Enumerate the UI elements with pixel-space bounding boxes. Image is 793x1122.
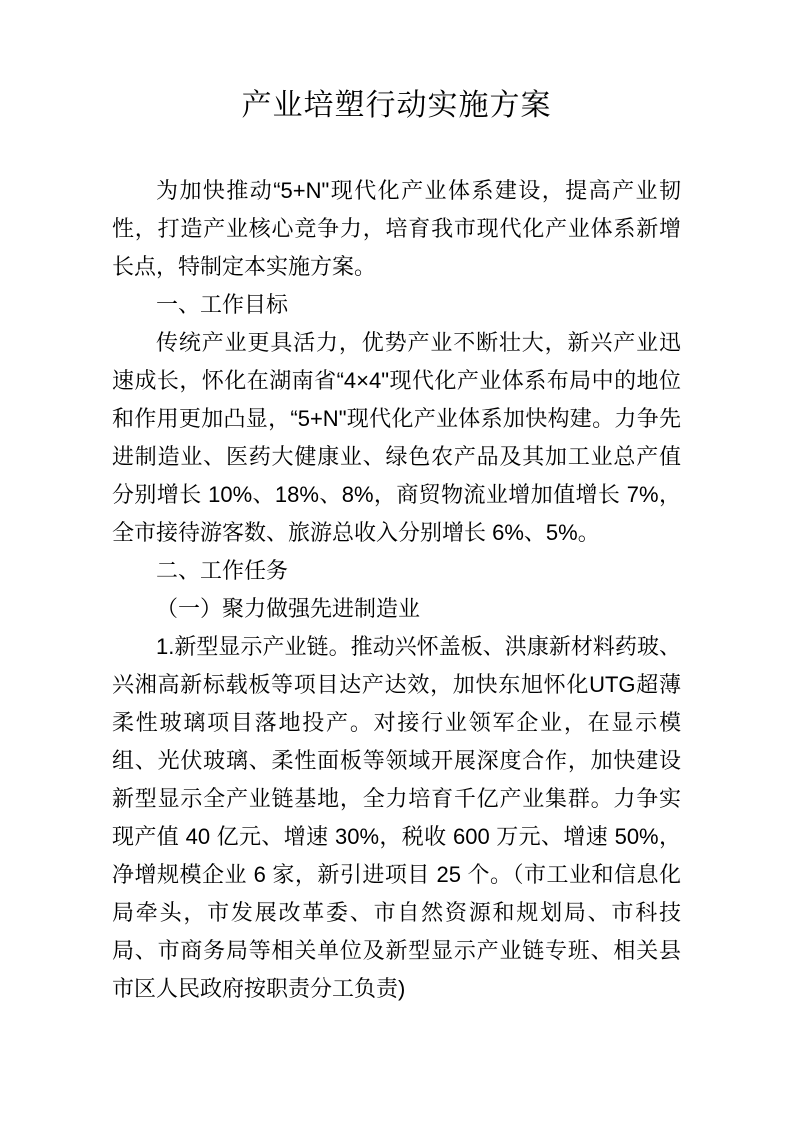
document-title: 产业培塑行动实施方案 <box>241 89 552 122</box>
heading-work-tasks: 二、工作任务 <box>156 558 289 583</box>
paragraph-display-industry-chain: 1.新型显示产业链。推动兴怀盖板、洪康新材料药玻、兴湘高新标载板等项目达产达效，加快东旭怀化UTG超薄柔性玻璃项目落地投产。对接行业领军企业，在显示模组、光伏玻璃、柔性面板等领域开展深度合作，加快建设新型显示全产业链基地，全力培育千亿产业集群。力争实现产值 40 亿元、增速 30%，税收 600 万元、增速 50%，净增规模企业 6 家，新引进项目 25 个。（市工业和信息化局牵头，市发展改革委、市自然资源和规划局、市科技局、市商务局等相关单位及新型显示产业链专班、相关县市区人民政府按职责分工负责) <box>112 634 681 1001</box>
heading-work-goals: 一、工作目标 <box>156 292 289 317</box>
paragraph-intro: 为加快推动“5+N"现代化产业体系建设，提高产业韧性，打造产业核心竞争力，培育我市现代化产业体系新增长点，特制定本实施方案。 <box>112 178 681 279</box>
heading-advanced-manufacturing: （一）聚力做强先进制造业 <box>156 596 421 621</box>
paragraph-work-goals: 传统产业更具活力，优势产业不断壮大，新兴产业迅速成长，怀化在湖南省“4×4"现代化产业体系布局中的地位和作用更加凸显，“5+N"现代化产业体系加快构建。力争先进制造业、医药大健康业、绿色农产品及其加工业总产值分别增长 10%、18%、8%，商贸物流业增加值增长 7%，全市接待游客数、旅游总收入分别增长 6%、5%。 <box>112 330 681 545</box>
